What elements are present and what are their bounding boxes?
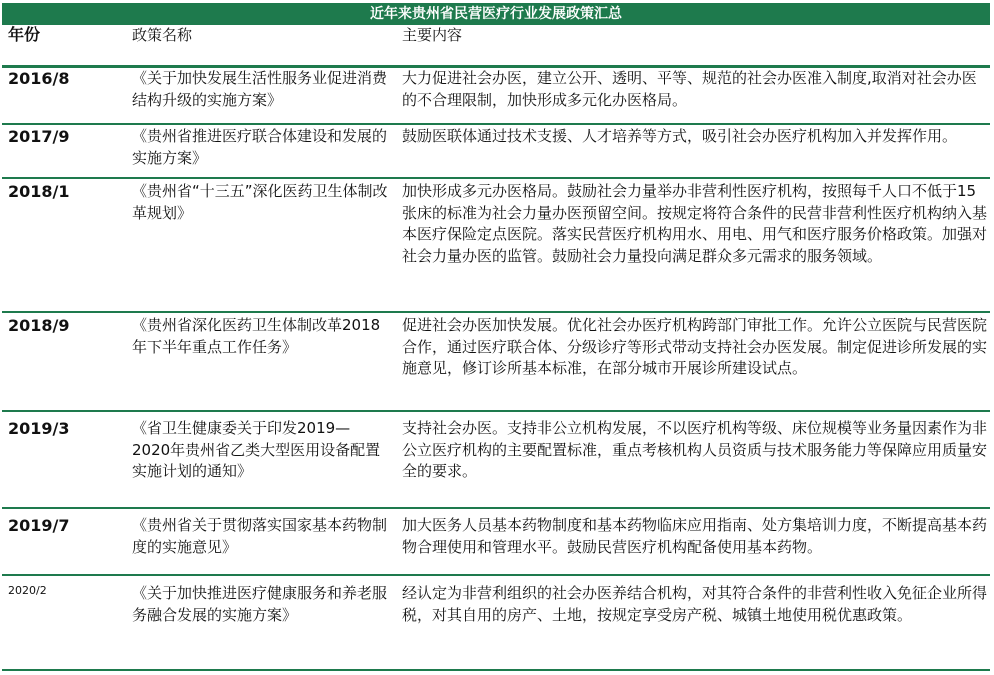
row-policy-name: 《贵州省推进医疗联合体建设和发展的实施方案》	[132, 127, 388, 167]
row-content: 大力促进社会办医，建立公开、透明、平等、规范的社会办医准入制度,取消对社会办医的不合理限制，加快形成多元化办医格局。	[402, 69, 977, 109]
header-policy-name: 政策名称	[132, 26, 193, 44]
table-row	[2, 68, 990, 125]
header-main-content: 主要内容	[402, 26, 463, 44]
row-year: 2018/9	[8, 316, 70, 335]
table-title: 近年来贵州省民营医疗行业发展政策汇总	[2, 3, 990, 25]
row-year: 2019/7	[8, 516, 70, 535]
table-header-row	[2, 25, 990, 68]
table-row	[2, 515, 990, 576]
row-content: 促进社会办医加快发展。优化社会办医疗机构跨部门审批工作。允许公立医院与民营医院合作，通过医疗联合体、分级诊疗等形式带动支持社会办医发展。制定促进诊所发展的实施意见，修订诊所基本标准，在部分城市开展诊所建设试点。	[402, 316, 988, 377]
table-row	[2, 126, 990, 179]
row-policy-name: 《省卫生健康委关于印发2019—2020年贵州省乙类大型医用设备配置实施计划的通知》	[132, 419, 381, 480]
row-content: 加快形成多元办医格局。鼓励社会力量举办非营利性医疗机构，按照每千人口不低于15张床的标准为社会力量办医预留空间。按规定将符合条件的民营非营利性医疗机构纳入基本医疗保险定点医院。落实民营医疗机构用水、用电、用气和医疗服务价格政策。加强对社会力量办医的监管。鼓励社会力量投向满足群众多元需求的服务领域。	[402, 182, 988, 265]
row-year: 2019/3	[8, 419, 70, 438]
table-row	[2, 418, 990, 509]
row-year: 2016/8	[8, 69, 70, 88]
row-policy-name: 《贵州省深化医药卫生体制改革2018年下半年重点工作任务》	[132, 316, 381, 356]
row-year: 2018/1	[8, 182, 70, 201]
row-content: 加大医务人员基本药物制度和基本药物临床应用指南、处方集培训力度，不断提高基本药物合理使用和管理水平。鼓励民营医疗机构配备使用基本药物。	[402, 516, 988, 556]
row-policy-name: 《贵州省关于贯彻落实国家基本药物制度的实施意见》	[132, 516, 388, 556]
row-policy-name: 《关于加快推进医疗健康服务和养老服务融合发展的实施方案》	[132, 584, 388, 624]
header-year: 年份	[8, 25, 41, 44]
row-year: 2017/9	[8, 127, 70, 146]
row-policy-name: 《关于加快发展生活性服务业促进消费结构升级的实施方案》	[132, 69, 388, 109]
table-row	[2, 315, 990, 412]
row-content: 鼓励医联体通过技术支援、人才培养等方式，吸引社会办医疗机构加入并发挥作用。	[402, 127, 958, 145]
row-year: 2020/2	[8, 584, 47, 597]
row-content: 支持社会办医。支持非公立机构发展，不以医疗机构等级、床位规模等业务量因素作为非公立医疗机构的主要配置标准，重点考核机构人员资质与技术服务能力等保障应用质量安全的要求。	[402, 419, 988, 480]
table-row	[2, 583, 990, 671]
row-policy-name: 《贵州省“十三五”深化医药卫生体制改革规划》	[132, 182, 388, 222]
table-row	[2, 181, 990, 313]
row-content: 经认定为非营利组织的社会办医养结合机构，对其符合条件的非营利性收入免征企业所得税，对其自用的房产、土地，按规定享受房产税、城镇土地使用税优惠政策。	[402, 584, 988, 624]
